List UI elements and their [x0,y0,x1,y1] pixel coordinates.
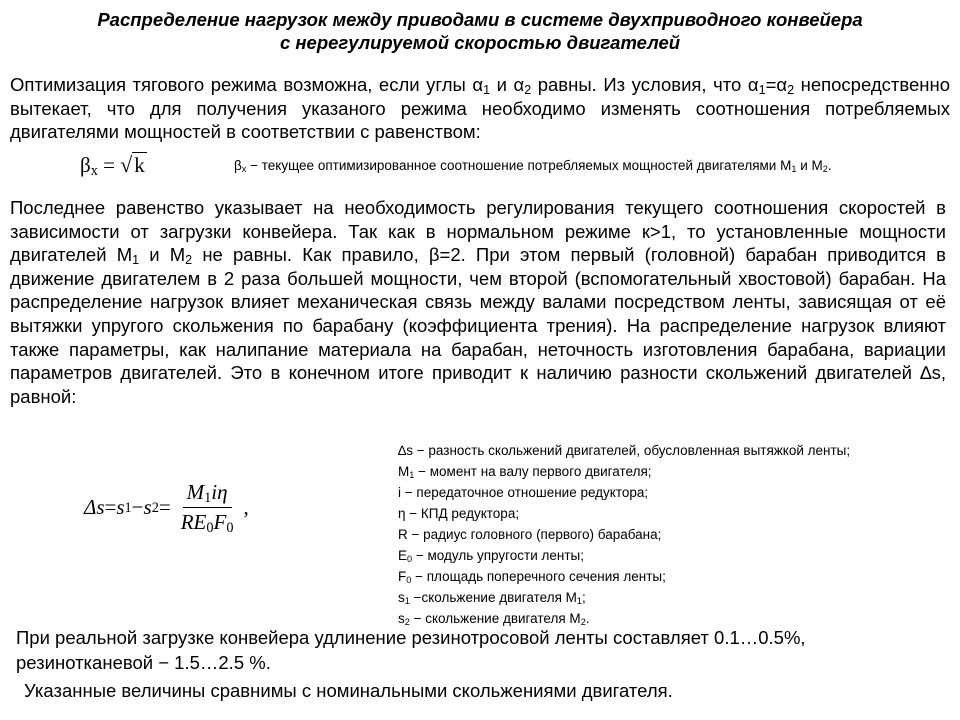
def-subscript: 2 [822,164,828,175]
definition-item [398,503,850,524]
def-text: ; [582,590,586,605]
def-subscript: 1 [409,470,415,481]
def-text: − разность скольжений двигателей, обусловленная вытяжкой ленты; [413,443,851,458]
def-symbol: i [398,485,401,500]
subscript: 1 [132,252,140,267]
definition-item [398,482,850,503]
subscript: 2 [787,82,795,97]
text: равны. Из условия, что α [531,74,759,95]
def-subscript: 1 [791,164,797,175]
def-subscript: 2 [404,617,410,628]
fraction-numerator [183,480,232,508]
paragraph-belt-elongation [16,625,946,675]
formula-fraction [177,480,238,535]
text-line: При реальной загрузке конвейера удлинение резинотросовой ленты составляет 0.1…0.5%, [16,627,806,648]
radicand: k [134,153,145,177]
sqrt-sign: √ [120,152,133,177]
definition-item [398,524,850,545]
formula-operator: = [97,153,121,177]
def-text: − модуль упругости ленты; [412,548,584,563]
subscript: 2 [524,82,532,97]
text: Последнее равенство указывает на необходимость регулирования текущего соотношения скоростей в зависимости от загрузки конвейера. Так как в нормальном режиме к>1, то установленные мощности двигателей М [10,197,946,266]
formula-symbol: iη [211,480,228,504]
def-subscript: 1 [576,596,583,607]
formula-operator: = [104,495,117,519]
title-line-2: с нерегулируемой скоростью двигателей [279,32,681,53]
formula-symbol: F [213,510,227,534]
def-text: − скольжение двигателя М [409,611,581,626]
subscript: 1 [758,82,766,97]
text: непосредственно вытекает, что для получения указаного режима необходимо изменять соотношения потребляемых двигателями мощностей в соответствии с равенством: [10,74,950,143]
def-subscript: 0 [406,575,412,586]
def-symbol: М [398,464,410,479]
def-text: − момент на валу первого двигателя; [414,464,652,479]
paragraph-conclusion: Указанные величины сравнимы с номинальными скольжениями двигателя. [24,680,673,701]
def-symbol: s [398,611,405,626]
definition-item [398,461,850,482]
text: не равны. Как правило, β=2. При этом первый (головной) барабан приводится в движение двигателем в 2 раза большей мощности, чем второй (вспомогательный хвостовой) барабан. На распределение нагрузок влияет механическая связь между валами посредством ленты, зависящая от её вытяжки упругого скольжения по барабану (коэффициента трения). На распределение нагрузок влияют также параметры, как налипание материала на барабан, неточность изготовления барабана, вариации параметров двигателей. Это в конечном итоге приводит к наличию разности скольжений двигателей ∆s, равной: [10,244,946,407]
text-line: резинотканевой − 1.5…2.5 %. [16,652,271,673]
def-text: − площадь поперечного сечения ленты; [411,569,666,584]
slide-title [40,8,920,54]
text: и М [139,244,186,266]
def-text: − КПД редуктора; [405,506,520,521]
formula-symbol: M [186,480,205,504]
def-subscript: 1 [404,596,410,607]
def-subscript: x [241,164,247,175]
def-subscript: 0 [407,554,413,565]
text: Оптимизация тягового режима возможна, если углы α [10,74,484,95]
formula-subscript: 0 [206,520,214,537]
definitions-list [398,440,850,629]
paragraph-optimization [10,73,950,144]
def-symbol: Е [398,548,408,563]
def-text: −скольжение двигателя М [409,590,577,605]
formula-symbol: s [143,495,152,519]
formula-operator: = [158,495,171,519]
formula-subscript: 1 [204,490,212,507]
formula-symbol: β [80,153,91,177]
formula-symbol: Δs [84,495,105,519]
definition-item [398,545,850,566]
formula-subscript: 0 [226,520,234,537]
definition-beta-x [234,158,832,173]
formula-punctuation: , [243,495,249,519]
title-line-1: Распределение нагрузок между приводами в системе двухприводного конвейера [97,9,863,30]
definition-item [398,440,850,461]
subscript: 1 [483,82,491,97]
formula-beta-sqrt-k [80,152,147,178]
text: и α [490,74,525,95]
def-symbol: η [398,506,406,521]
formula-slip-difference: Δs = s 1 − s 2 = $\frac{M_1i\eta}{RE_0F_0}$ , [84,480,249,537]
formula-operator: − [131,495,144,519]
def-symbol: F [398,569,407,584]
def-symbol: ∆s [398,443,414,458]
subscript: 2 [185,252,193,267]
def-subscript: 2 [580,617,586,628]
def-text: − передаточное отношение редуктора; [401,485,649,500]
def-symbol: s [398,590,405,605]
formula-subscript: x [90,163,98,180]
definition-item [398,587,850,608]
formula-symbol: s [116,495,125,519]
def-text: − радиус головного (первого) барабана; [407,527,662,542]
def-symbol: R [398,527,408,542]
def-text: . [827,158,832,173]
def-text: . [585,611,590,626]
fraction-denominator [177,508,238,535]
paragraph-load-distribution [10,196,946,408]
text: =α [765,74,788,95]
formula-symbol: RE [180,510,207,534]
def-text: и М [796,158,823,173]
def-text: − текущее оптимизированное соотношение потребляемых мощностей двигателями М [246,158,792,173]
definition-item [398,566,850,587]
def-symbol: β [234,158,242,173]
